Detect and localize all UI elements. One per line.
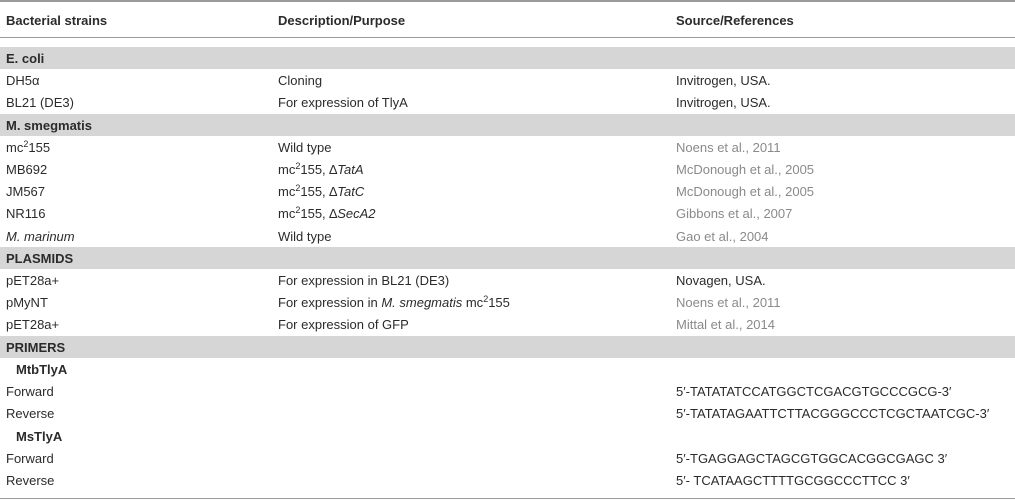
section-label: M. smegmatis [6,117,92,133]
gene-name: SecA2 [337,205,376,221]
strain-cell: DH5α [6,72,40,88]
description-cell [278,206,376,221]
section-label: PRIMERS [6,339,66,355]
superscript: 2 [295,204,301,215]
strain-cell: pET28a+ [6,316,60,332]
subsection-label: MsTlyA [16,428,63,444]
gene-name: TatA [337,161,364,177]
superscript: 2 [295,160,301,171]
strain-text: mc [6,139,24,155]
strain-cell: NR116 [6,205,46,221]
strain-cell: JM567 [6,183,46,199]
table-header-row [0,3,1015,38]
description-cell: For expression in BL21 (DE3) [278,272,450,288]
strain-cell: Forward [6,383,54,399]
table-row [0,136,1015,158]
section-msmegmatis [0,114,1015,136]
section-primers [0,336,1015,358]
reference-link[interactable]: Noens et al., 2011 [676,139,781,155]
table-row [0,91,1015,113]
desc-text: 155 [488,294,510,310]
strain-cell [6,140,50,155]
description-cell: For expression of TlyA [278,94,408,110]
subsection-label: MtbTlyA [16,361,68,377]
header-bacterial-strains: Bacterial strains [6,12,108,28]
strain-cell: M. marinum [6,228,75,244]
description-cell [278,162,364,177]
top-rule [0,0,1015,2]
section-plasmids [0,247,1015,269]
strain-cell: BL21 (DE3) [6,94,74,110]
section-label: E. coli [6,50,45,66]
bottom-rule [0,498,1015,499]
source-cell: Novagen, USA. [676,272,766,288]
reference-link[interactable]: Noens et al., 2011 [676,294,781,310]
strain-text: 155 [28,139,51,155]
primer-sequence: 5′- TCATAAGCTTTTGCGGCCCTTCC 3′ [676,472,910,488]
desc-text: 155, ∆ [300,161,338,177]
description-cell: Wild type [278,228,332,244]
reference-link[interactable]: Gibbons et al., 2007 [676,205,793,221]
strain-cell: pET28a+ [6,272,60,288]
desc-text: mc [462,294,484,310]
desc-text: 155, ∆ [300,183,338,199]
superscript: 2 [23,138,29,149]
reference-link[interactable]: McDonough et al., 2005 [676,183,815,199]
desc-text: mc [278,161,296,177]
table-row [0,402,1015,424]
source-cell: Invitrogen, USA. [676,72,771,88]
desc-text: mc [278,183,296,199]
species-name: M. smegmatis [381,294,463,310]
description-cell [278,184,364,199]
header-description: Description/Purpose [278,12,406,28]
strain-cell: pMyNT [6,294,48,310]
description-cell: Cloning [278,72,323,88]
table-row [0,313,1015,335]
superscript: 2 [483,293,489,304]
description-cell: For expression of GFP [278,316,409,332]
description-cell: Wild type [278,139,332,155]
table-row [0,269,1015,291]
strain-cell: Reverse [6,405,55,421]
source-cell: Invitrogen, USA. [676,94,771,110]
subsection-mtbtlya [0,358,1015,380]
primer-sequence: 5′-TATATATCCATGGCTCGACGTGCCCGCG-3′ [676,383,952,399]
section-ecoli [0,47,1015,69]
description-cell [278,295,510,310]
reference-link[interactable]: McDonough et al., 2005 [676,161,815,177]
table-row [0,202,1015,224]
reference-link[interactable]: Gao et al., 2004 [676,228,769,244]
desc-text: 155, ∆ [300,205,338,221]
table-row [0,469,1015,491]
gene-name: TatC [337,183,365,199]
primer-sequence: 5′-TGAGGAGCTAGCGTGGCACGGCGAGC 3′ [676,450,948,466]
table-row [0,69,1015,91]
subsection-mstlya [0,425,1015,447]
reference-link[interactable]: Mittal et al., 2014 [676,316,775,332]
strain-cell: Forward [6,450,54,466]
table-row [0,158,1015,180]
desc-text: mc [278,205,296,221]
desc-text: For expression in [278,294,382,310]
table-row [0,380,1015,402]
strain-cell: MB692 [6,161,48,177]
table-row [0,180,1015,202]
header-source: Source/References [676,12,794,28]
table-row [0,291,1015,313]
strain-cell: Reverse [6,472,55,488]
section-label: PLASMIDS [6,250,74,266]
table-row [0,447,1015,469]
table-row [0,225,1015,247]
primer-sequence: 5′-TATATAGAATTCTTACGGGCCCTCGCTAATCGC-3′ [676,405,990,421]
superscript: 2 [295,182,301,193]
